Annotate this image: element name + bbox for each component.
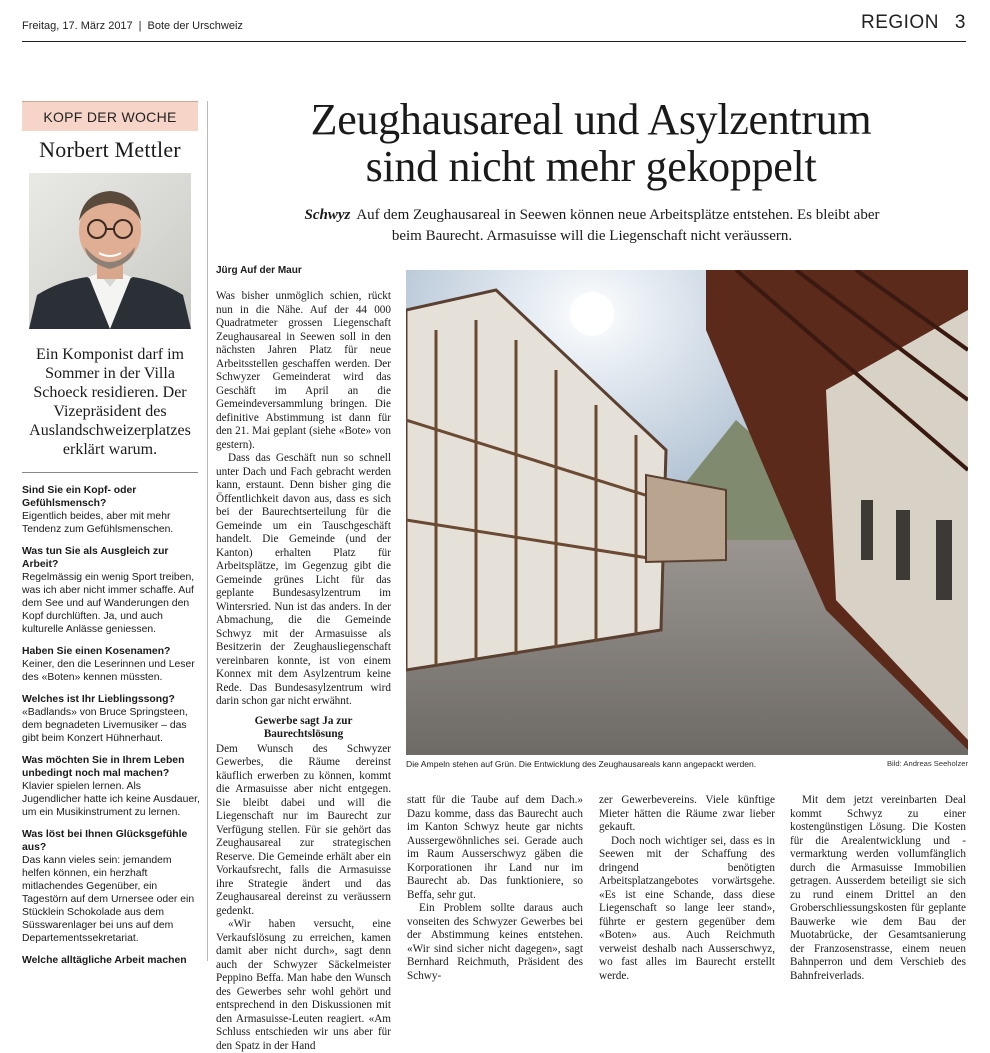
page-number: 3 — [954, 12, 966, 33]
portrait-photo — [29, 173, 191, 329]
interview-question: Welches ist Ihr Lieblingssong? — [22, 694, 175, 705]
section-title: REGION — [860, 12, 939, 33]
body-paragraph: Ein Problem sollte daraus auch vonseiten des Schwyzer Gewerbes bei der Abstimmung keines entstehen. «Wir sind sicher nicht dagegen», sagt Bernhard Reichmuth, Präsident des Schwy- — [407, 902, 583, 982]
kopf-intro-text: Ein Komponist darf im Sommer in der Villa Schoeck residieren. Der Vizepräsident des Auslandschweizerplatzes erklärt warum. — [29, 346, 191, 458]
interview-question: Haben Sie einen Kosenamen? — [22, 646, 171, 657]
headline-line-2: sind nicht mehr gekoppelt — [365, 142, 817, 191]
body-paragraph: Mit dem jetzt vereinbarten Deal kommt Schwyz zu einer kostengünstigen Lösung. Die Kosten für die Arealentwicklung und -vermarktung werden vollumfänglich durch die Armasuisse Immobilien getragen. Ausserdem beteiligt sie sich zu rund einem Drittel an den Groberschliessungskosten für geplante Bauwerke wie dem Bau der Muotabrücke, der Gesamtsanierung der Franzosenstrasse, einem neuen Bahnperron und dem Verschieb des Bahnfreiverlads. — [790, 794, 966, 982]
interview-question: Was tun Sie als Ausgleich zur Arbeit? — [22, 546, 169, 570]
person-name: Norbert Mettler — [39, 137, 181, 162]
issue-date: Freitag, 17. März 2017 — [22, 20, 133, 32]
body-paragraph: zer Gewerbevereins. Viele künftige Mieter hätten die Räume zwar lieber gekauft. — [599, 794, 775, 833]
headline-line-1: Zeughausareal und Asylzentrum — [310, 95, 872, 144]
interview-answer: Keiner, den die Leserinnen und Leser des «Boten» kennen müssten. — [22, 659, 195, 683]
subheading-line-2: Baurechtslösung — [263, 727, 344, 740]
article-column-1 — [216, 290, 391, 1053]
lead-line-1: Auf dem Zeughausareal in Seewen können neue Arbeitsplätze entstehen. Es bleibt aber — [356, 207, 880, 223]
body-paragraph: Was bisher unmöglich schien, rückt nun in die Nähe. Auf der 44 000 Quadratmeter grossen Liegenschaft Zeughausareal in Seewen soll in den nächsten Jahren Platz für neue Arbeitsstellen geschaffen werden. Der Schwyzer Gemeinderat wird das Geschäft im April an die Gemeindeversammlung bringen. Die definitive Abstimmung ist dann für den 21. Mai geplant (siehe «Bote» von gestern). — [216, 290, 391, 451]
dateline-separator: | — [138, 20, 142, 32]
subheading-line-1: Gewerbe sagt Ja zur — [254, 714, 353, 727]
body-paragraph: Doch noch wichtiger sei, dass es in Seewen mit der Schaffung des dringend benötigten Arbeitsplatzangebotes vorwärtsgehe. «Es ist eine Schande, dass diese Liegenschaft so lange leer stand», führte er gestern gegenüber dem «Boten» aus. Auch Reichmuth verweist deshalb nach Ausserschwyz, wo fast alles im Baurecht erstellt werde. — [599, 834, 775, 982]
interview-answer: «Badlands» von Bruce Springsteen, dem begnadeten Livemusiker – das gibt beim Konzert Hühnerhaut. — [22, 707, 188, 744]
interview-question: Sind Sie ein Kopf- oder Gefühlsmensch? — [22, 485, 137, 509]
article-headline — [216, 96, 966, 190]
article-column-4 — [790, 794, 966, 983]
interview-question: Welche alltägliche Arbeit machen — [22, 955, 187, 966]
interview-answer: Das kann vieles sein: jemandem helfen können, ein herzhaft mitlachendes Gegenüber, ein Tagestörn auf dem Urnersee oder ein Stücklein Schokolade aus dem Süsswarenlager bei uns auf dem Departementssekretariat. — [22, 855, 195, 944]
kopf-der-woche-label: KOPF DER WOCHE — [22, 101, 198, 131]
sidebar-divider — [22, 472, 198, 473]
interview-answer: Regelmässig ein wenig Sport treiben, was ich aber nicht immer schaffe. Auf dem See und auf Wanderungen den Kopf durchlüften. Ja, und auch kulturelle Anlässe geniessen. — [22, 572, 195, 635]
article-column-2 — [407, 794, 583, 983]
article-author: Jürg Auf der Maur — [216, 265, 302, 276]
subheading — [216, 715, 391, 741]
lead-line-2: beim Baurecht. Armasuisse will die Liegenschaft nicht veräussern. — [391, 228, 793, 244]
article-lead — [262, 205, 922, 247]
interview-answer: Klavier spielen lernen. Als Jugendlicher hatte ich keine Ausdauer, um ein Musikinstrument zu lernen. — [22, 781, 200, 818]
body-paragraph: statt für die Taube auf dem Dach.» Dazu komme, dass das Baurecht auch im Kanton Schwyz heute gar nichts Aussergewöhnliches sei. Gerade auch im Raum Ausserschwyz gäben die Korporationen ihr Land nur im Baurecht ab. Das funktioniere, so Beffa, sehr gut. — [407, 794, 583, 901]
interview-answer: Eigentlich beides, aber mit mehr Tendenz zum Gefühlsmenschen. — [22, 511, 174, 535]
interview-qa — [22, 484, 200, 976]
interview-question: Was möchten Sie in Ihrem Leben unbedingt noch mal machen? — [22, 755, 185, 779]
photo-credit: Bild: Andreas Seeholzer — [886, 759, 968, 768]
photo-caption: Die Ampeln stehen auf Grün. Die Entwicklung des Zeughausareals kann angepackt werden. — [406, 759, 757, 769]
interview-question: Was löst bei Ihnen Glücksgefühle aus? — [22, 829, 188, 853]
body-paragraph: Dass das Geschäft nun so schnell unter Dach und Fach gebracht werden kann, erstaunt. Denn bisher ging die Öffentlichkeit davon aus, dass es sich bei der Baurechtserteilung für die Gemeinde um ein Tauschgeschäft handelt. Die Gemeinde (und der Kanton) erhalten Platz für Arbeitsplätze, im Gegenzug gibt die Gemeinde grünes Licht für das geplante Bundesasylzentrum im Wintersried. Nun ist das anders. In der Abmachung, die die Gemeinde Schwyz mit der Armasuisse als Besitzerin der Zeughausliegenschaft vereinbaren konnte, ist von einem Konnex mit dem Asylzentrum keine Rede. Das Bundesasylzentrum wird darin schon gar nicht erwähnt. — [216, 452, 391, 707]
article-photo — [406, 270, 968, 755]
body-paragraph: Dem Wunsch des Schwyzer Gewerbes, die Räume dereinst käuflich erwerben zu können, kommt die Armasuisse aber nicht entgegen. Sie bleibt dabei und will die Liegenschaft nur im Baurecht zur Verfügung stellen. Für sie gehört das Zeughausareal zur strategischen Reserve. Die Gemeinde erhält aber ein Vorkaufsrecht, falls die Armasuisse ihre Strategie ändert und das Zeughausareal dereinst zu veräussern gedenkt. — [216, 742, 391, 917]
masthead-dateline — [22, 20, 243, 32]
lead-place: Schwyz — [304, 207, 351, 223]
kopf-der-woche-box — [22, 101, 198, 459]
section-header — [861, 12, 966, 34]
article-column-3 — [599, 794, 775, 983]
header-rule — [22, 41, 966, 42]
body-paragraph: «Wir haben versucht, eine Verkaufslösung zu erreichen, kamen damit aber nicht durch», sagt denn auch der Schwyzer Säckelmeister Peppino Beffa. Man habe den Wunsch des Gewerbes sehr wohl gehört und entsprechend in den Diskussionen mit den Armasuisse-Leuten reagiert. «Am Schluss entschieden wir uns aber für den Spatz in der Hand — [216, 918, 391, 1052]
column-divider — [207, 101, 208, 961]
newspaper-name: Bote der Urschweiz — [147, 20, 243, 32]
